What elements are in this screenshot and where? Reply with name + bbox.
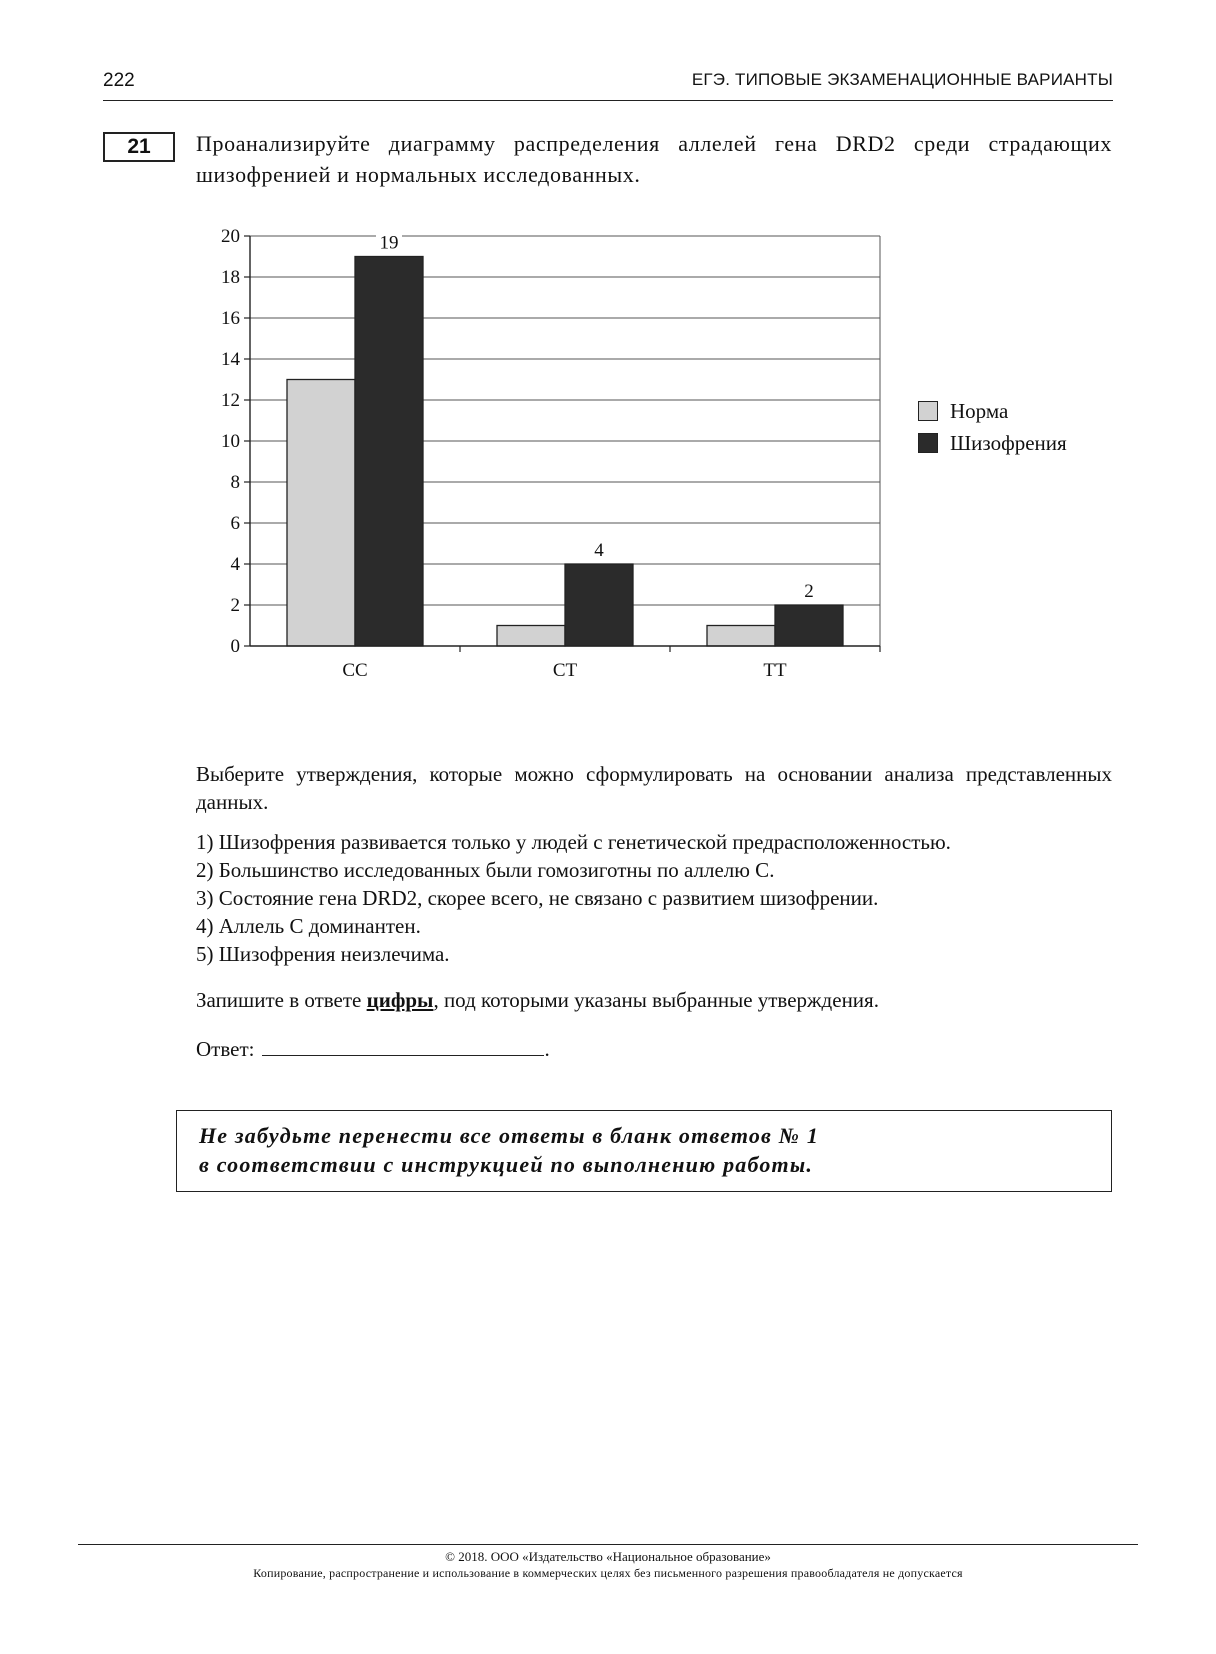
reminder-line-2: в соответствии с инструкцией по выполнению работы. xyxy=(199,1152,814,1177)
data-label-cc: 19 xyxy=(379,232,399,254)
answer-blank-line xyxy=(262,1035,544,1056)
legend-item-norm xyxy=(918,395,1067,427)
running-header-title: ЕГЭ. ТИПОВЫЕ ЭКЗАМЕНАЦИОННЫЕ ВАРИАНТЫ xyxy=(691,70,1113,89)
answer-end: . xyxy=(544,1037,550,1061)
footer-divider xyxy=(78,1544,1138,1545)
y-tick-label-16: 16 xyxy=(221,308,240,329)
y-tick-label-6: 6 xyxy=(230,513,240,534)
footer-copyright: © 2018. ООО «Издательство «Национальное образование» xyxy=(445,1549,771,1564)
y-tick-label-4: 4 xyxy=(230,554,240,575)
y-tick-label-2: 2 xyxy=(230,595,240,616)
bar-cc-norm xyxy=(287,380,355,647)
reminder-line-1: Не забудьте перенести все ответы в бланк ответов № 1 xyxy=(199,1123,820,1148)
instruction-after: , под которыми указаны выбранные утверждения. xyxy=(433,988,879,1012)
y-tick-label-12: 12 xyxy=(221,390,240,411)
footer-notice: Копирование, распространение и использование в коммерческих целях без письменного разрешения правообладателя не допускается xyxy=(253,1566,963,1580)
instruction-emphasis: цифры xyxy=(366,988,434,1012)
legend-swatch-schizophrenia xyxy=(918,433,938,453)
instruction-before: Запишите в ответе xyxy=(196,988,367,1012)
option-4: 4) Аллель С доминантен. xyxy=(196,914,421,938)
bar-ct-norm xyxy=(497,626,565,647)
bar-tt-schizophrenia xyxy=(775,605,843,646)
data-label-tt: 2 xyxy=(804,581,814,602)
bar-cc-schizophrenia xyxy=(355,257,423,647)
x-category-label-ct: CT xyxy=(552,660,578,681)
answer-label: Ответ: xyxy=(196,1037,255,1061)
chart-legend xyxy=(918,395,1067,459)
option-3: 3) Состояние гена DRD2, скорее всего, не связано с развитием шизофрении. xyxy=(196,886,879,910)
task-number-box: 21 xyxy=(103,132,175,162)
y-tick-label-10: 10 xyxy=(221,431,240,452)
page-number: 222 xyxy=(103,70,135,91)
option-1: 1) Шизофрения развивается только у людей с генетической предрасположенностью. xyxy=(196,830,951,854)
y-tick-label-14: 14 xyxy=(221,349,240,370)
y-tick-label-18: 18 xyxy=(221,267,240,288)
x-category-label-tt: TT xyxy=(763,660,787,681)
allele-distribution-chart xyxy=(0,0,1216,720)
legend-label-norm: Норма xyxy=(950,398,1009,423)
bar-tt-norm xyxy=(707,626,775,647)
option-5: 5) Шизофрения неизлечима. xyxy=(196,942,450,966)
legend-label-schizophrenia: Шизофрения xyxy=(950,430,1067,455)
options-list xyxy=(196,828,1116,968)
task-text: Проанализируйте диаграмму распределения аллелей гена DRD2 среди страдающих шизофренией и нормальных исследованных. xyxy=(196,131,1112,187)
data-label-ct: 4 xyxy=(594,540,604,561)
y-tick-label-8: 8 xyxy=(230,472,240,493)
chart-bars xyxy=(287,257,843,647)
question-text: Выберите утверждения, которые можно сформулировать на основании анализа представленных данных. xyxy=(196,762,1112,814)
legend-item-schizophrenia xyxy=(918,427,1067,459)
x-category-label-cc: CC xyxy=(342,660,368,681)
option-2: 2) Большинство исследованных были гомозиготны по аллелю С. xyxy=(196,858,775,882)
answer-row xyxy=(196,1035,550,1062)
y-tick-label-20: 20 xyxy=(221,226,240,247)
legend-swatch-norm xyxy=(918,401,938,421)
reminder-box xyxy=(176,1110,1112,1192)
y-tick-label-0: 0 xyxy=(230,636,240,657)
bar-ct-schizophrenia xyxy=(565,564,633,646)
answer-instruction xyxy=(196,988,1116,1013)
